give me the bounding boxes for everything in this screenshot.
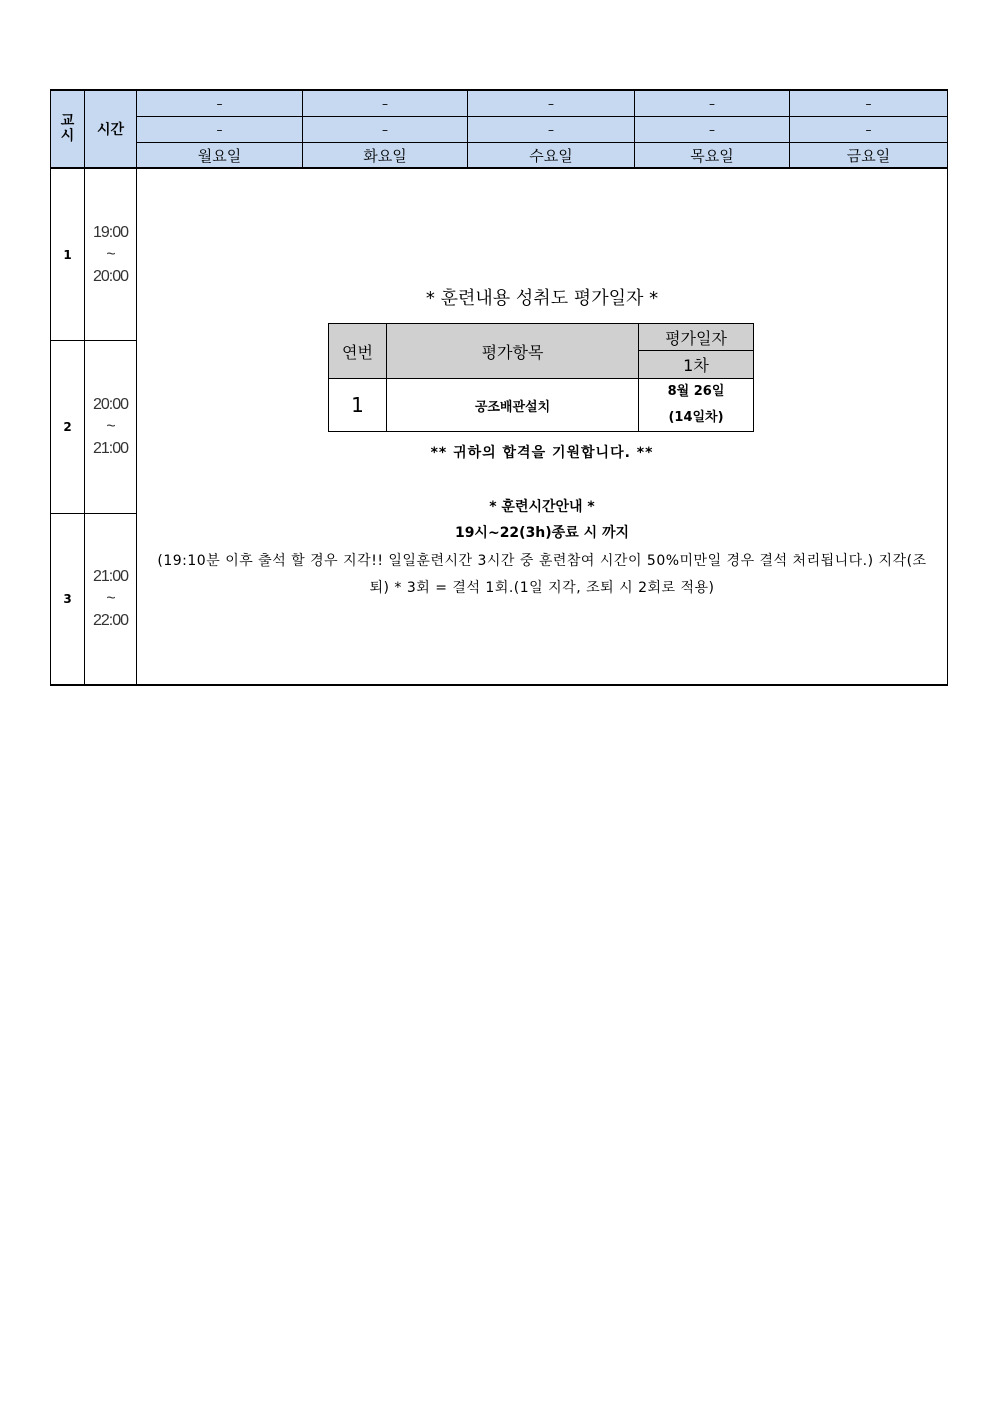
subject-cell-thu: – bbox=[635, 117, 790, 143]
guide-note: (19:10분 이후 출석 할 경우 지각!! 일일훈련시간 3시간 중 훈련참여 시간이 50%미만일 경우 결석 처리됩니다.) 지각(조퇴) * 3회 = 결석 1회.(1일 지각, 조퇴 시 2회로 적용) bbox=[157, 553, 927, 596]
guide-time: 19시~22(3h)종료 시 까지 bbox=[454, 525, 630, 541]
period-number: 3 bbox=[51, 513, 85, 685]
col-no-header: 연번 bbox=[329, 324, 387, 379]
eval-day-count: (14일차) bbox=[668, 410, 724, 425]
eval-date: 8월 26일 bbox=[667, 384, 725, 399]
subject-cell-fri: – bbox=[790, 117, 948, 143]
period-header-label: 교 시 bbox=[60, 113, 75, 144]
date-cell-wed: – bbox=[468, 90, 635, 117]
date-cell-tue: – bbox=[303, 90, 468, 117]
guide-title: * 훈련시간안내 * bbox=[489, 499, 595, 515]
day-header-wed: 수요일 bbox=[468, 143, 635, 169]
subject-cell-tue: – bbox=[303, 117, 468, 143]
period-time bbox=[85, 341, 137, 514]
period-sep: ~ bbox=[106, 245, 115, 263]
period-sep: ~ bbox=[106, 417, 115, 435]
period-start: 21:00 bbox=[92, 567, 129, 585]
pass-message: ** 귀하의 합격을 기원합니다. ** bbox=[430, 445, 654, 461]
period-end: 21:00 bbox=[92, 439, 129, 457]
time-header-label: 시간 bbox=[96, 122, 125, 138]
col-item-header: 평가항목 bbox=[387, 324, 639, 379]
date-cell-mon: – bbox=[137, 90, 303, 117]
day-header-mon: 월요일 bbox=[137, 143, 303, 169]
eval-row-item: 공조배관설치 bbox=[387, 379, 639, 432]
period-sep: ~ bbox=[106, 589, 115, 607]
evaluation-table bbox=[328, 323, 754, 432]
date-cell-thu: – bbox=[635, 90, 790, 117]
weekly-schedule-table bbox=[50, 89, 948, 686]
eval-row-no: 1 bbox=[329, 379, 387, 432]
day-header-thu: 목요일 bbox=[635, 143, 790, 169]
eval-row-date bbox=[639, 379, 754, 432]
notice-area bbox=[137, 168, 948, 685]
period-start: 20:00 bbox=[92, 395, 129, 413]
period-start: 19:00 bbox=[92, 223, 129, 241]
evaluation-title: * 훈련내용 성취도 평가일자 * bbox=[425, 288, 659, 309]
period-header bbox=[51, 90, 85, 168]
date-cell-fri: – bbox=[790, 90, 948, 117]
period-end: 20:00 bbox=[92, 267, 129, 285]
subject-cell-mon: – bbox=[137, 117, 303, 143]
period-number: 1 bbox=[51, 168, 85, 341]
period-time bbox=[85, 168, 137, 341]
period-end: 22:00 bbox=[92, 611, 129, 629]
day-header-fri: 금요일 bbox=[790, 143, 948, 169]
col-round-header: 1차 bbox=[639, 351, 754, 379]
day-header-tue: 화요일 bbox=[303, 143, 468, 169]
subject-cell-wed: – bbox=[468, 117, 635, 143]
time-header bbox=[85, 90, 137, 168]
period-time bbox=[85, 513, 137, 685]
period-number: 2 bbox=[51, 341, 85, 514]
col-date-header: 평가일자 bbox=[639, 324, 754, 351]
